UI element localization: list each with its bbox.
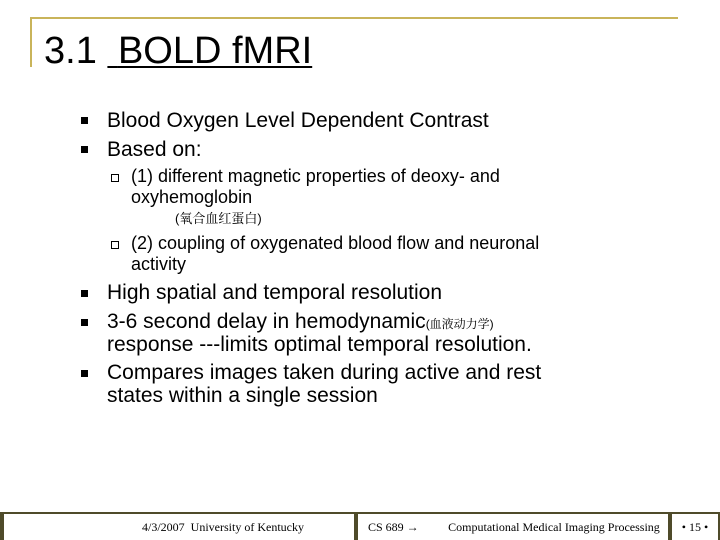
- bullet-marker: [81, 319, 88, 326]
- bullet-marker: [81, 146, 88, 153]
- title-text: BOLD fMRI: [117, 30, 313, 72]
- bullet-text: response ---limits optimal temporal resolution.: [107, 333, 532, 356]
- title-frame-left: [30, 17, 32, 67]
- title-number: 3.1: [44, 30, 97, 72]
- footer-page-number: • 15 •: [672, 514, 718, 540]
- bullet-text: Based on:: [107, 138, 202, 161]
- title-frame-top: [30, 17, 678, 19]
- sub-bullet-line: activity: [131, 254, 187, 274]
- bullet-text: High spatial and temporal resolution: [107, 281, 443, 304]
- footer-course: CS 689 →: [358, 514, 446, 540]
- bullet-text: Compares images taken during active and rest: [107, 361, 542, 384]
- sub-bullet-line: (2) coupling of oxygenated blood flow and neuronal: [131, 233, 540, 253]
- footer-org: University of Kentucky: [190, 520, 304, 534]
- sub-bullet-marker: [111, 174, 119, 182]
- bullet-marker: [81, 290, 88, 297]
- chinese-term: (血液动力学): [425, 317, 494, 331]
- sub-bullet-marker: [111, 241, 119, 249]
- chinese-note: (氧合血红蛋白): [175, 211, 262, 226]
- bullet-text: 3-6 second delay in hemodynamic(血液动力学): [107, 310, 494, 333]
- sub-bullet-line: (1) different magnetic properties of deoxy- and: [131, 166, 500, 186]
- footer-course-name: Computational Medical Imaging Processing: [440, 514, 668, 540]
- bullet-text: states within a single session: [107, 384, 378, 407]
- footer-date: 4/3/2007: [142, 520, 185, 534]
- slide-footer: [0, 512, 720, 540]
- footer-date-org: [4, 514, 354, 540]
- bullet-marker: [81, 117, 88, 124]
- bullet-marker: [81, 370, 88, 377]
- sub-bullet-line: oxyhemoglobin: [131, 187, 253, 207]
- bullet-text: Blood Oxygen Level Dependent Contrast: [107, 109, 489, 132]
- slide-title: [44, 28, 312, 74]
